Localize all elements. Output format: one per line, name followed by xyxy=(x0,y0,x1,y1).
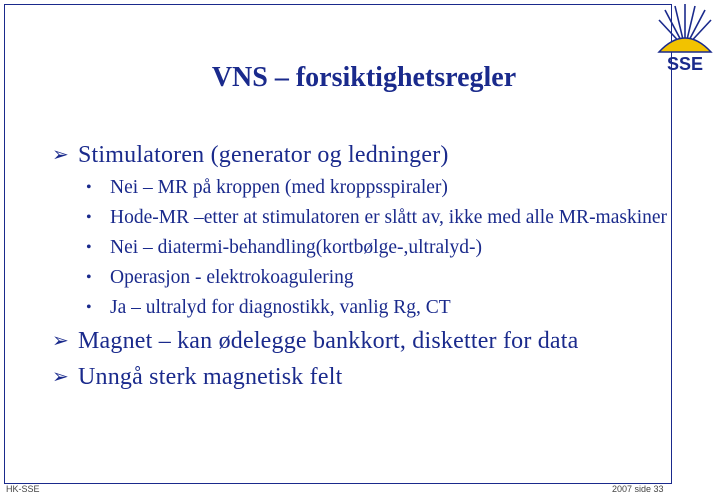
bullet-text: Stimulatoren (generator og ledninger) xyxy=(78,142,449,168)
slide-content xyxy=(52,140,672,392)
sub-bullet-ultrasound xyxy=(80,296,672,320)
dot-bullet-icon: • xyxy=(86,209,92,226)
dot-bullet-icon: • xyxy=(86,269,92,286)
footer-right: 2007 side 33 xyxy=(612,484,664,494)
bullet-text: Unngå sterk magnetisk felt xyxy=(78,364,343,390)
bullet-magnet xyxy=(52,326,672,356)
footer-left: HK-SSE xyxy=(6,484,40,494)
bullet-stimulator xyxy=(52,140,672,170)
dot-bullet-icon: • xyxy=(86,179,92,196)
sub-bullet-diathermy xyxy=(80,236,672,260)
slide-title: VNS – forsiktighetsregler xyxy=(211,62,517,93)
sub-bullet-surgery xyxy=(80,266,672,290)
bullet-avoid-field xyxy=(52,362,672,392)
sub-bullet-mr-body xyxy=(80,176,672,200)
sub-bullet-text: Nei – diatermi-behandling(kortbølge-,ultralyd-) xyxy=(110,237,483,258)
dot-bullet-icon: • xyxy=(86,239,92,256)
arrow-bullet-icon: ➢ xyxy=(52,330,69,352)
arrow-bullet-icon: ➢ xyxy=(52,144,69,166)
arrow-bullet-icon: ➢ xyxy=(52,366,69,388)
bullet-text: Magnet – kan ødelegge bankkort, disketter for data xyxy=(78,328,579,354)
sub-bullet-head-mr xyxy=(80,206,672,230)
sub-bullet-text: Ja – ultralyd for diagnostikk, vanlig Rg, CT xyxy=(110,297,451,318)
sub-bullet-text: Hode-MR –etter at stimulatoren er slått av, ikke med alle MR-maskiner xyxy=(110,207,668,228)
sub-bullet-text: Operasjon - elektrokoagulering xyxy=(110,267,354,288)
sub-bullet-text: Nei – MR på kroppen (med kroppsspiraler) xyxy=(110,177,448,198)
logo-text: SSE xyxy=(666,54,704,74)
dot-bullet-icon: • xyxy=(86,299,92,316)
